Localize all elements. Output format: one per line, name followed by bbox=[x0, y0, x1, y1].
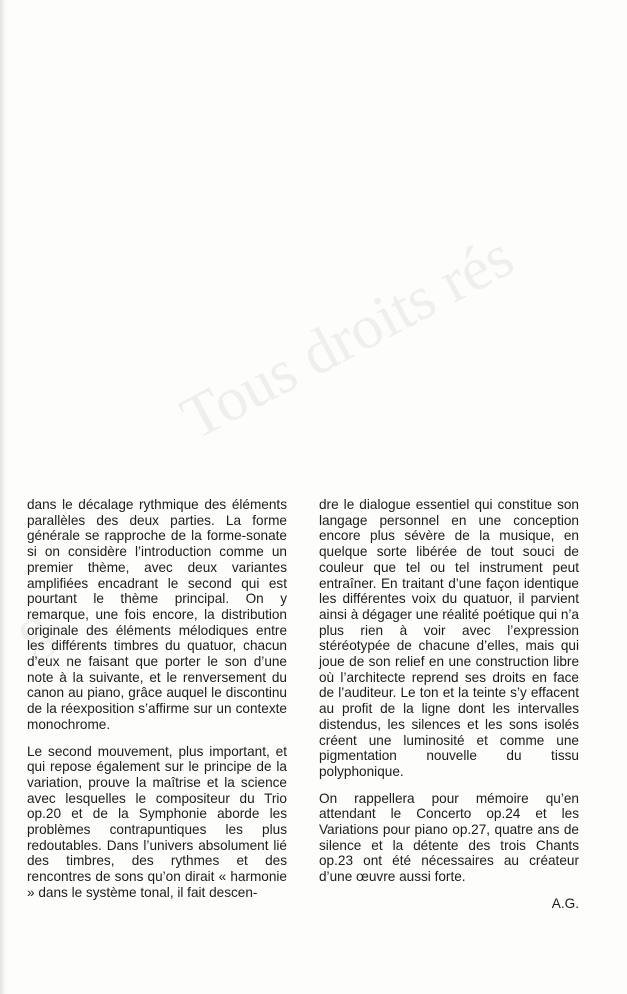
paragraph: dre le dialogue essentiel qui constitue son langage personnel en une conception encore plus sévère de la musique, en quelque sorte libérée de tout souci de couleur que tel ou tel instrument peut entraîner. En traitant d’une façon identique les différentes voix du quatuor, il parvient ainsi à dégager une réalité poétique qui n’a plus rien à voir avec l’expression stéréotypée de chacune d’elles, mais qui joue de son relief en une construction libre où l’architecte reprend ses droits en face de l’auditeur. Le ton et la teinte s’y effacent au profit de la ligne dont les intervalles distendus, les silences et les sons isolés créent une luminosité et comme une pigmentation nouvelle du tissu polyphonique. bbox=[319, 497, 579, 779]
paragraph: Le second mouvement, plus important, et qui repose également sur le principe de la variation, prouve la maîtrise et la science avec lesquelles le compositeur du Trio op.20 et de la Symphonie aborde les problèmes contrapuntiques les plus redoutables. Dans l’univers absolument lié des timbres, des rythmes et des rencontres de sons qu’on dirait « harmonie » dans le système tonal, il fait descen- bbox=[27, 743, 287, 900]
left-text-column bbox=[27, 497, 287, 912]
copyright-watermark: Tous droits rés bbox=[170, 221, 524, 453]
author-signature: A.G. bbox=[551, 895, 579, 911]
paragraph: On rappellera pour mémoire qu’en attendant le Concerto op.24 et les Variations pour piano op.27, quatre ans de silence et la détente des trois Chants op.23 ont été nécessaires au créateur d’une œuvre aussi forte. bbox=[319, 790, 579, 885]
copyright-watermark-fragment: g bbox=[2, 591, 62, 666]
page-edge-shadow bbox=[0, 0, 6, 994]
paragraph: dans le décalage rythmique des éléments parallèles des deux parties. La forme générale se rapproche de la forme-sonate si on considère l’introduction comme un premier thème, avec deux variantes amplifiées encadrant le second qui est pourtant le thème principal. On y remarque, une fois encore, la distribution originale des éléments mélodiques entre les différents timbres du quatuor, chacun d’eux ne faisant que porter le son d’une note à la suivante, et le renversement du canon au piano, grâce auquel le discontinu de la réexposition s’affirme sur un contexte monochrome. bbox=[27, 497, 287, 732]
right-text-column bbox=[319, 497, 579, 912]
